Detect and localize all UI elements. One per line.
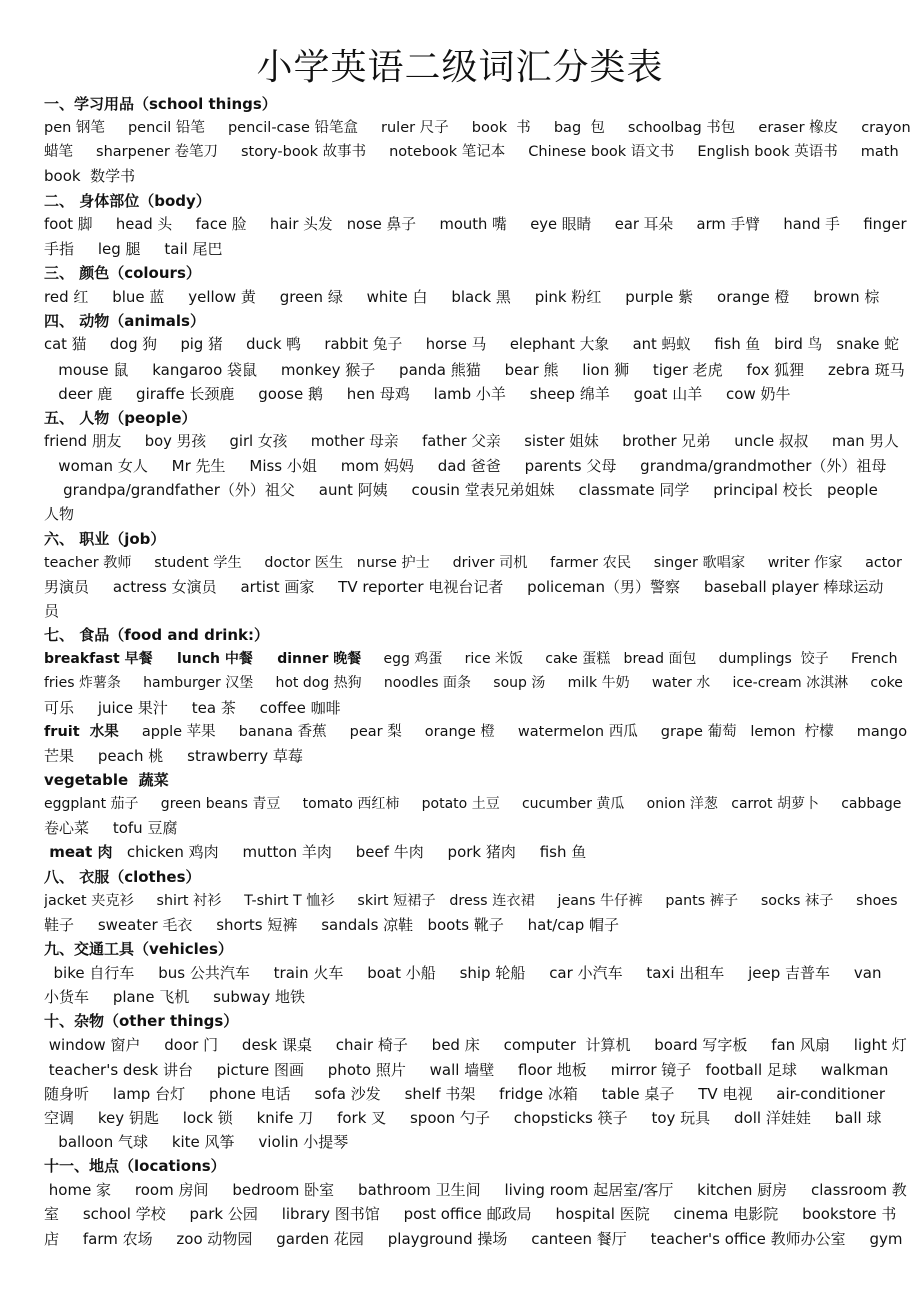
vocabulary-line: teacher 教师 student 学生 doctor 医生 nurse 护士 driver 司机 farmer 农民 singer 歌唱家 writer 作家 actor — [44, 554, 902, 571]
vocabulary-line: 可乐 juice 果汁 tea 茶 coffee 咖啡 — [44, 698, 341, 717]
vocabulary-line: 员 — [44, 601, 60, 620]
vocabulary-line: deer 鹿 giraffe 长颈鹿 goose 鹅 hen 母鸡 lamb 小羊 sheep 绵羊 goat 山羊 cow 奶牛 — [44, 384, 791, 403]
vocabulary-line: 蜡笔 sharpener 卷笔刀 story-book 故事书 notebook 笔记本 Chinese book 语文书 English book 英语书 math — [44, 144, 899, 161]
category-heading: 一、学习用品（school things） — [44, 95, 277, 113]
category-heading: 二、 身体部位（body） — [44, 191, 211, 210]
bold-term: breakfast 早餐 lunch 中餐 dinner 晚餐 — [44, 651, 362, 668]
vocabulary-line — [44, 647, 912, 671]
vocabulary-text: apple 苹果 banana 香蕉 pear 梨 orange 橙 watermelon 西瓜 grape 葡萄 lemon 柠檬 mango — [118, 723, 908, 740]
vocabulary-line: 随身听 lamp 台灯 phone 电话 sofa 沙发 shelf 书架 fridge 冰箱 table 桌子 TV 电视 air-conditioner — [44, 1084, 886, 1103]
category-heading: 四、 动物（animals） — [44, 312, 205, 331]
vocabulary-line — [44, 720, 912, 744]
category-heading: 十一、地点（locations） — [44, 1157, 226, 1176]
vocabulary-line: 店 farm 农场 zoo 动物园 garden 花园 playground 操场 canteen 餐厅 teacher's office 教师办公室 gym — [44, 1229, 903, 1248]
vocabulary-line: 小货车 plane 飞机 subway 地铁 — [44, 988, 306, 1007]
category-heading: 七、 食品（food and drink:） — [44, 626, 270, 645]
vocabulary-line: 男演员 actress 女演员 artist 画家 TV reporter 电视台记者 policeman（男）警察 baseball player 棒球运动 — [44, 577, 884, 596]
vocabulary-line: 人物 — [44, 505, 75, 524]
vocabulary-line — [44, 840, 912, 864]
vocabulary-line: 卷心菜 tofu 豆腐 — [44, 819, 178, 838]
vocabulary-line: 空调 key 钥匙 lock 锁 knife 刀 fork 叉 spoon 勺子 chopsticks 筷子 toy 玩具 doll 洋娃娃 ball 球 — [44, 1108, 882, 1127]
vocabulary-line: home 家 room 房间 bedroom 卧室 bathroom 卫生间 living room 起居室/客厅 kitchen 厨房 classroom 教 — [44, 1181, 907, 1200]
vocabulary-line: bike 自行车 bus 公共汽车 train 火车 boat 小船 ship 轮船 car 小汽车 taxi 出租车 jeep 吉普车 van — [44, 964, 882, 983]
vocabulary-line: fries 炸薯条 hamburger 汉堡 hot dog 热狗 noodles 面条 soup 汤 milk 牛奶 water 水 ice-cream 冰淇淋 coke — [44, 675, 903, 692]
category-heading: 五、 人物（people） — [44, 408, 197, 427]
vocabulary-line: woman 女人 Mr 先生 Miss 小姐 mom 妈妈 dad 爸爸 parents 父母 grandma/grandmother（外）祖母 — [44, 457, 887, 476]
vocabulary-line: pen 钢笔 pencil 铅笔 pencil-case 铅笔盒 ruler 尺子 book 书 bag 包 schoolbag 书包 eraser 橡皮 crayon — [44, 120, 911, 137]
vocabulary-line: book 数学书 — [44, 167, 136, 186]
bold-term: meat 肉 — [44, 843, 113, 862]
vocabulary-line: window 窗户 door 门 desk 课桌 chair 椅子 bed 床 computer 计算机 board 写字板 fan 风扇 light 灯 — [44, 1036, 907, 1055]
vocabulary-line: red 红 blue 蓝 yellow 黄 green 绿 white 白 black 黑 pink 粉红 purple 紫 orange 橙 brown 棕 — [44, 288, 880, 307]
vocabulary-line: mouse 鼠 kangaroo 袋鼠 monkey 猴子 panda 熊猫 bear 熊 lion 狮 tiger 老虎 fox 狐狸 zebra 斑马 — [44, 360, 905, 379]
vocabulary-line: friend 朋友 boy 男孩 girl 女孩 mother 母亲 father 父亲 sister 姐妹 brother 兄弟 uncle 叔叔 man 男人 — [44, 432, 899, 450]
vocabulary-line: eggplant 茄子 green beans 青豆 tomato 西红柿 potato 土豆 cucumber 黄瓜 onion 洋葱 carrot 胡萝卜 cabbage — [44, 796, 902, 813]
vocabulary-text: egg 鸡蛋 rice 米饭 cake 蛋糕 bread 面包 dumplings 饺子 French — [361, 651, 898, 668]
vocabulary-line: grandpa/grandfather（外）祖父 aunt 阿姨 cousin 堂表兄弟姐妹 classmate 同学 principal 校长 people — [44, 481, 878, 500]
category-heading: 三、 颜色（colours） — [44, 263, 201, 282]
vocabulary-list — [44, 92, 912, 1251]
vocabulary-line: 鞋子 sweater 毛衣 shorts 短裤 sandals 凉鞋 boots 靴子 hat/cap 帽子 — [44, 915, 620, 934]
vocabulary-line: balloon 气球 kite 风筝 violin 小提琴 — [44, 1133, 349, 1152]
document-title: 小学英语二级词汇分类表 — [256, 47, 664, 88]
category-heading: 十、杂物（other things） — [44, 1012, 239, 1031]
category-heading: 六、 职业（job） — [44, 529, 166, 548]
vocabulary-line: foot 脚 head 头 face 脸 hair 头发 nose 鼻子 mouth 嘴 eye 眼睛 ear 耳朵 arm 手臂 hand 手 finger — [44, 215, 907, 233]
vocabulary-line: 手指 leg 腿 tail 尾巴 — [44, 239, 223, 258]
category-heading: 九、交通工具（vehicles） — [44, 939, 233, 958]
bold-term: fruit 水果 — [44, 723, 119, 740]
vocabulary-line: jacket 夹克衫 shirt 衬衫 T-shirt T 恤衫 skirt 短裙子 dress 连衣裙 jeans 牛仔裤 pants 裤子 socks 袜子 shoes — [44, 892, 898, 909]
category-heading: vegetable 蔬菜 — [44, 770, 169, 789]
category-heading: 八、 衣服（clothes） — [44, 867, 201, 886]
vocabulary-line: 芒果 peach 桃 strawberry 草莓 — [44, 746, 303, 765]
vocabulary-text: chicken 鸡肉 mutton 羊肉 beef 牛肉 pork 猪肉 fish 鱼 — [112, 843, 587, 862]
vocabulary-line: teacher's desk 讲台 picture 图画 photo 照片 wall 墙壁 floor 地板 mirror 镜子 football 足球 walkman — [44, 1060, 889, 1079]
vocabulary-line: cat 猫 dog 狗 pig 猪 duck 鸭 rabbit 兔子 horse 马 elephant 大象 ant 蚂蚁 fish 鱼 bird 鸟 snake 蛇 — [44, 336, 899, 354]
vocabulary-line: 室 school 学校 park 公园 library 图书馆 post office 邮政局 hospital 医院 cinema 电影院 bookstore 书 — [44, 1205, 897, 1224]
